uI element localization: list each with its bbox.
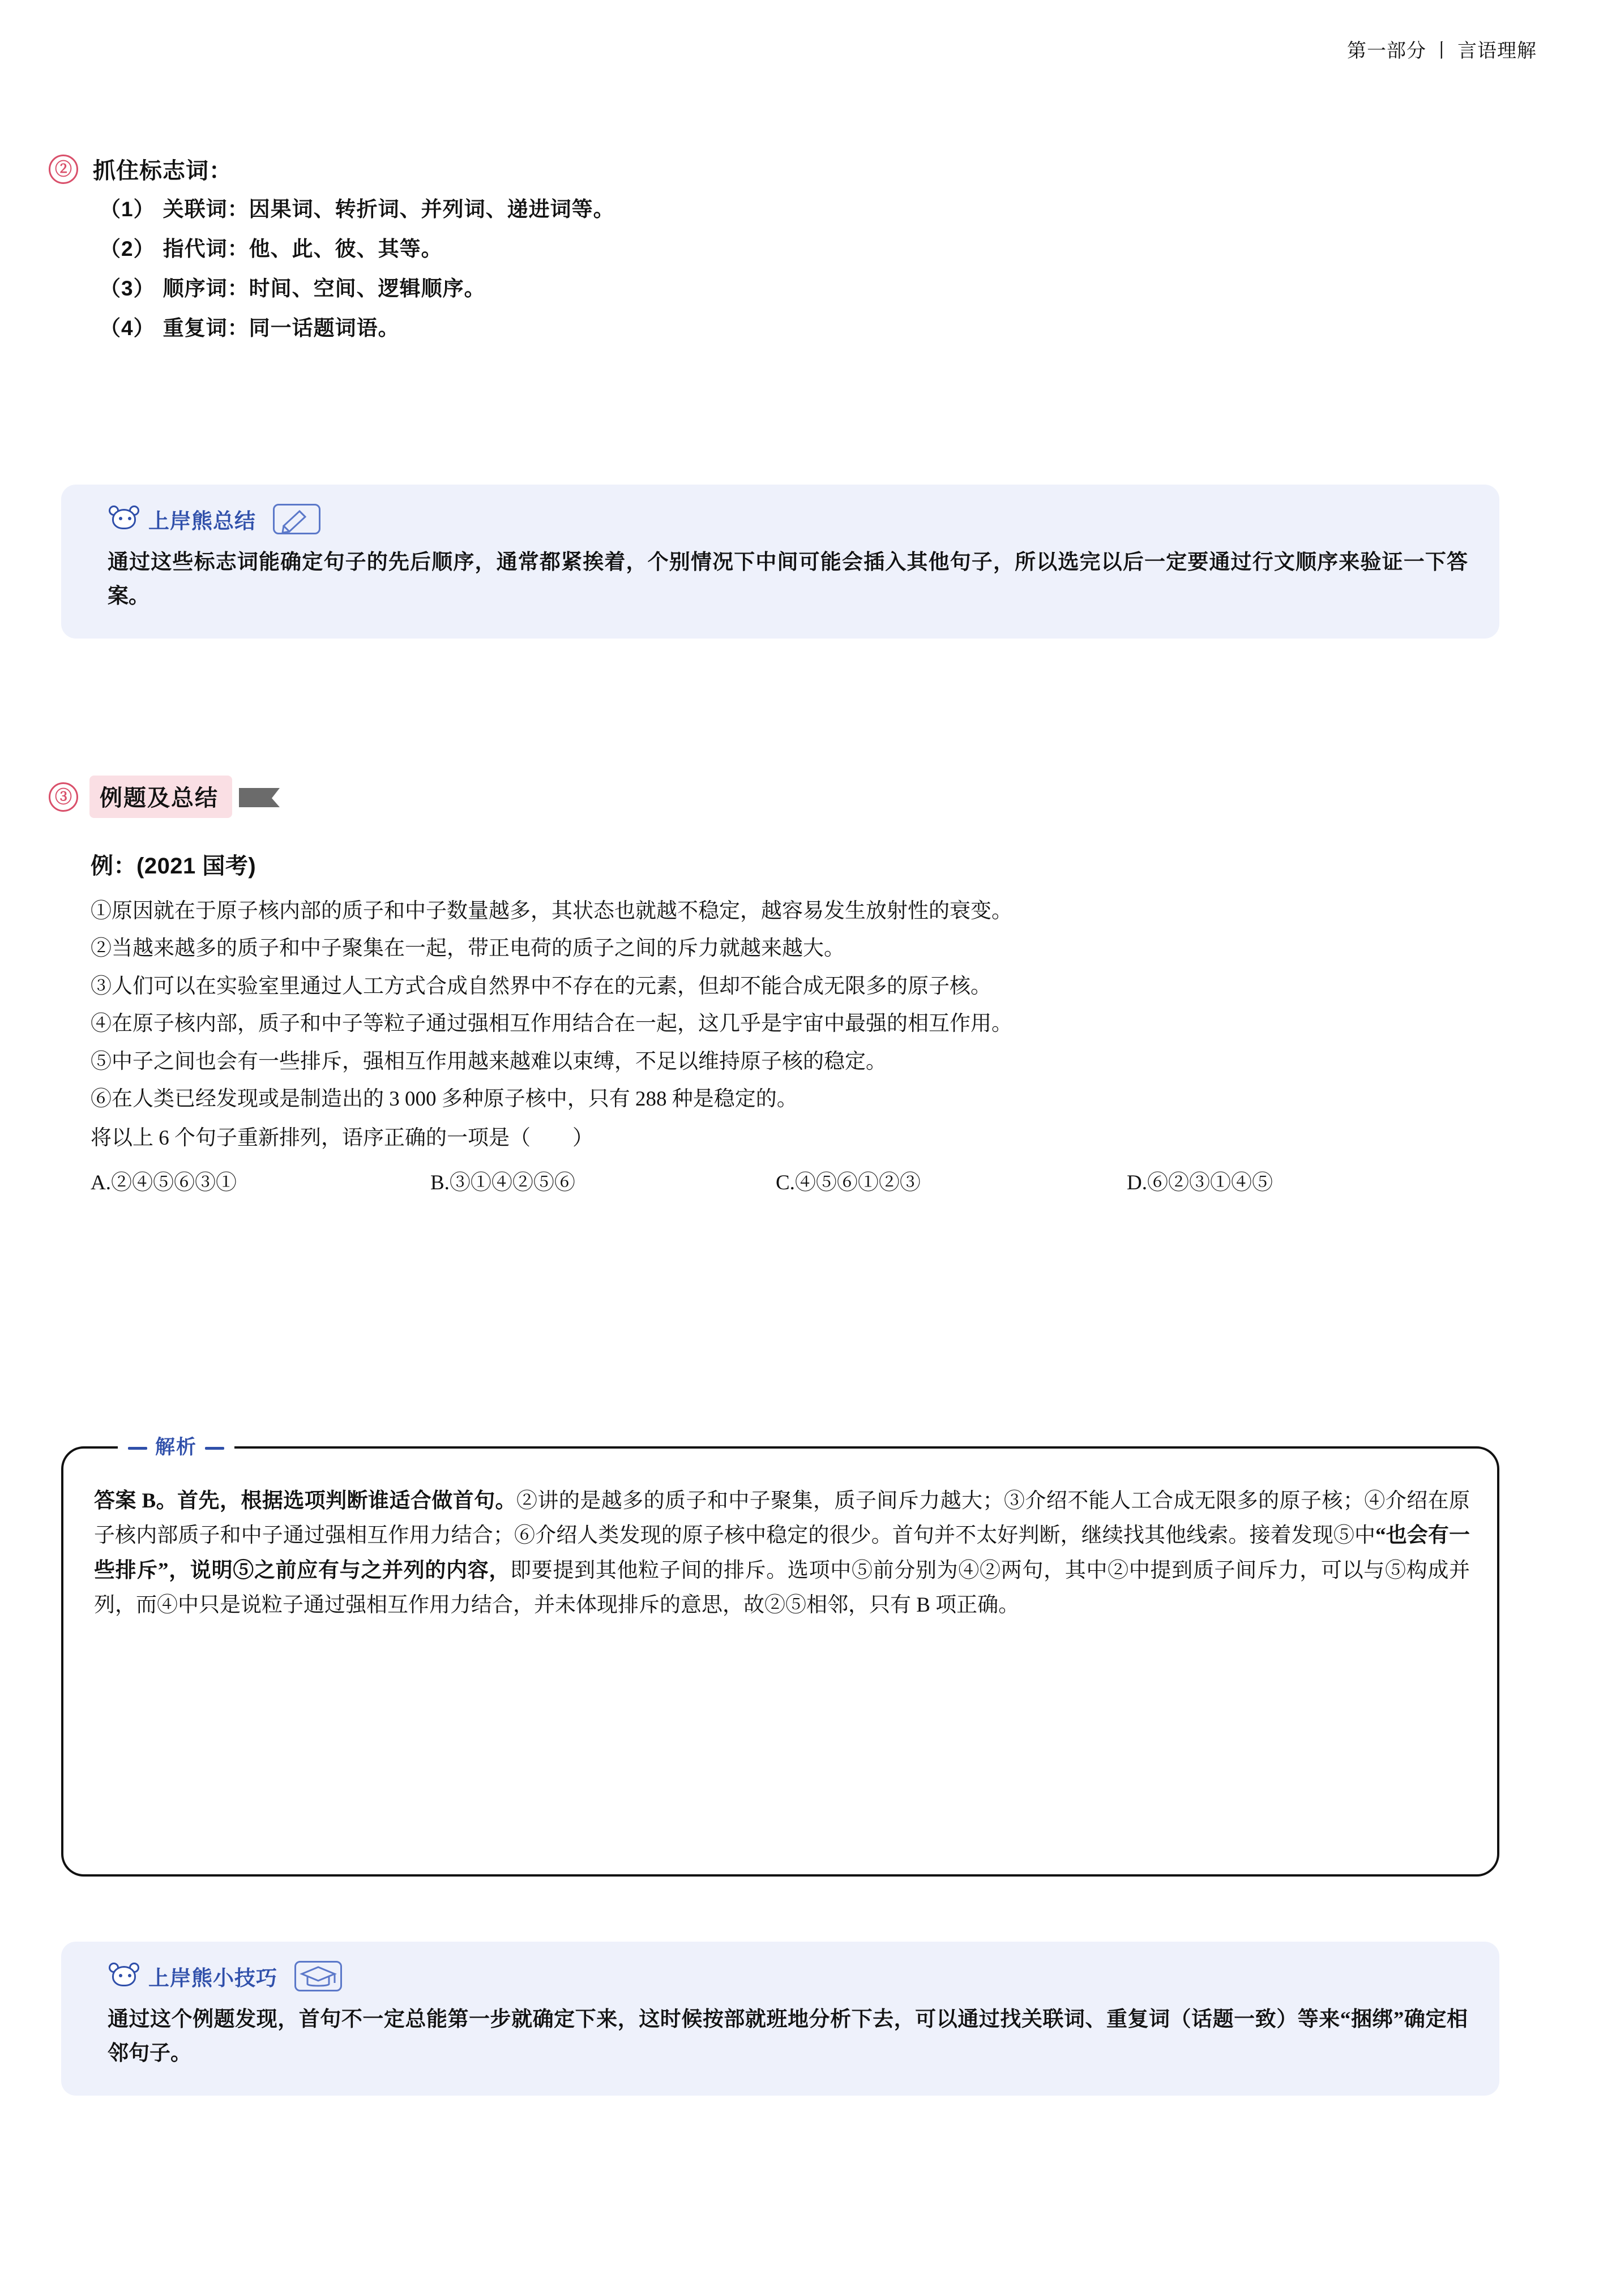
list-item: [100, 199, 1549, 220]
example-options: [91, 1165, 1517, 1196]
example-sentence: ⑤中子之间也会有一些排斥，强相互作用越来越难以束缚，不足以维持原子核的稳定。: [91, 1050, 887, 1073]
list-item-text: 他、此、彼、其等。: [249, 237, 443, 260]
graduation-cap-icon: [294, 1961, 342, 1991]
summary-callout-title: 上岸熊总结: [148, 509, 256, 533]
analysis-body: 答案 B。首先，根据选项判断谁适合做首句。②讲的是越多的质子和中子聚集，质子间斥力越大；③介绍不能人工合成无限多的原子核；④介绍在原子核内部质子和中子通过强相互作用力结合；⑥介绍人类发现的原子核中稳定的很少。首句并不太好判断，继续找其他线索。接着发现⑤中“也会有一些排斥”，说明⑤之前应有与之并列的内容，即要提到其他粒子间的排斥。选项中⑤前分别为④②两句，其中②中提到质子间斥力，可以与⑤构成并列，而④中只是说粒子通过强相互作用力结合，并未体现排斥的意思，故②⑤相邻，只有 B 项正确。: [94, 1489, 1470, 1617]
option-d[interactable]: D.⑥②③①④⑤: [1127, 1171, 1273, 1195]
list-item-index: （1）: [100, 198, 155, 221]
list-item-key: 重复词：: [163, 316, 249, 340]
tips-callout-title: 上岸熊小技巧: [148, 1967, 277, 1990]
section-3-band: [89, 776, 232, 818]
list-item-text: 时间、空间、逻辑顺序。: [249, 277, 486, 300]
example-sentence: ④在原子核内部，质子和中子等粒子通过强相互作用结合在一起，这几乎是宇宙中最强的相互作用。: [91, 1012, 1012, 1036]
example-question: 将以上 6 个句子重新排列，语序正确的一项是（ ）: [91, 1126, 593, 1150]
example-block: [91, 848, 1517, 1196]
list-item-index: （3）: [100, 277, 155, 300]
summary-callout-body: 通过这些标志词能确定句子的先后顺序，通常都紧挨着，个别情况下中间可能会插入其他句子，所以选完以后一定要通过行文顺序来验证一下答案。: [108, 551, 1468, 608]
tips-callout-body: 通过这个例题发现，首句不一定总能第一步就确定下来，这时候按部就班地分析下去，可以通过找关联词、重复词（话题一致）等来“捆绑”确定相邻句子。: [108, 2008, 1468, 2065]
section-3-marker: ③: [49, 782, 78, 812]
summary-callout-header: [108, 504, 1473, 534]
section-2-sublist: [100, 199, 1549, 339]
example-sentence: ⑥在人类已经发现或是制造出的 3 000 多种原子核中，只有 288 种是稳定的。: [91, 1087, 798, 1111]
section-2-marker: ②: [49, 155, 78, 184]
header-part: 第一部分: [1347, 41, 1426, 62]
option-b[interactable]: B.③①④②⑤⑥: [430, 1171, 575, 1195]
section-2-heading: [49, 153, 1549, 185]
summary-callout: [61, 485, 1499, 639]
bear-icon: [108, 1963, 140, 1990]
analysis-label: [118, 1432, 234, 1460]
list-item: [100, 238, 1549, 259]
bear-icon: [108, 506, 140, 533]
list-item: [100, 278, 1549, 299]
analysis-box: [61, 1436, 1499, 1877]
option-c[interactable]: C.④⑤⑥①②③: [776, 1171, 921, 1195]
tips-callout-header: [108, 1961, 1473, 1991]
pen-icon: [273, 504, 320, 534]
header-section: 言语理解: [1457, 41, 1537, 62]
list-item: [100, 318, 1549, 339]
section-2: [49, 153, 1549, 357]
analysis-label-text: 解析: [155, 1436, 198, 1458]
example-sentence: ②当越来越多的质子和中子聚集在一起，带正电荷的质子之间的斥力就越来越大。: [91, 937, 845, 961]
section-2-title: 抓住标志词：: [93, 159, 232, 183]
option-a[interactable]: A.②④⑤⑥③①: [91, 1171, 237, 1195]
ribbon-icon: [239, 786, 284, 808]
list-item-key: 指代词：: [163, 237, 249, 260]
list-item-key: 关联词：: [163, 198, 249, 221]
example-title: 例：(2021 国考): [91, 854, 256, 879]
list-item-index: （4）: [100, 316, 155, 340]
list-item-index: （2）: [100, 237, 155, 260]
section-3-heading: [49, 776, 284, 818]
section-3-title: 例题及总结: [100, 786, 219, 811]
list-item-text: 因果词、转折词、并列词、递进词等。: [249, 198, 615, 221]
tips-callout: [61, 1942, 1499, 2096]
ribbon-icon-svg: [239, 786, 284, 808]
example-sentence: ①原因就在于原子核内部的质子和中子数量越多，其状态也就越不稳定，越容易发生放射性的衰变。: [91, 899, 1012, 923]
example-sentence: ③人们可以在实验室里通过人工方式合成自然界中不存在的元素，但却不能合成无限多的原子核。: [91, 974, 991, 998]
list-item-key: 顺序词：: [163, 277, 249, 300]
header-separator: 丨: [1432, 41, 1452, 62]
graduation-cap-icon-svg: [296, 1963, 340, 1990]
page-header: [1347, 35, 1537, 63]
list-item-text: 同一话题词语。: [249, 316, 400, 340]
pen-icon-svg: [275, 506, 319, 533]
